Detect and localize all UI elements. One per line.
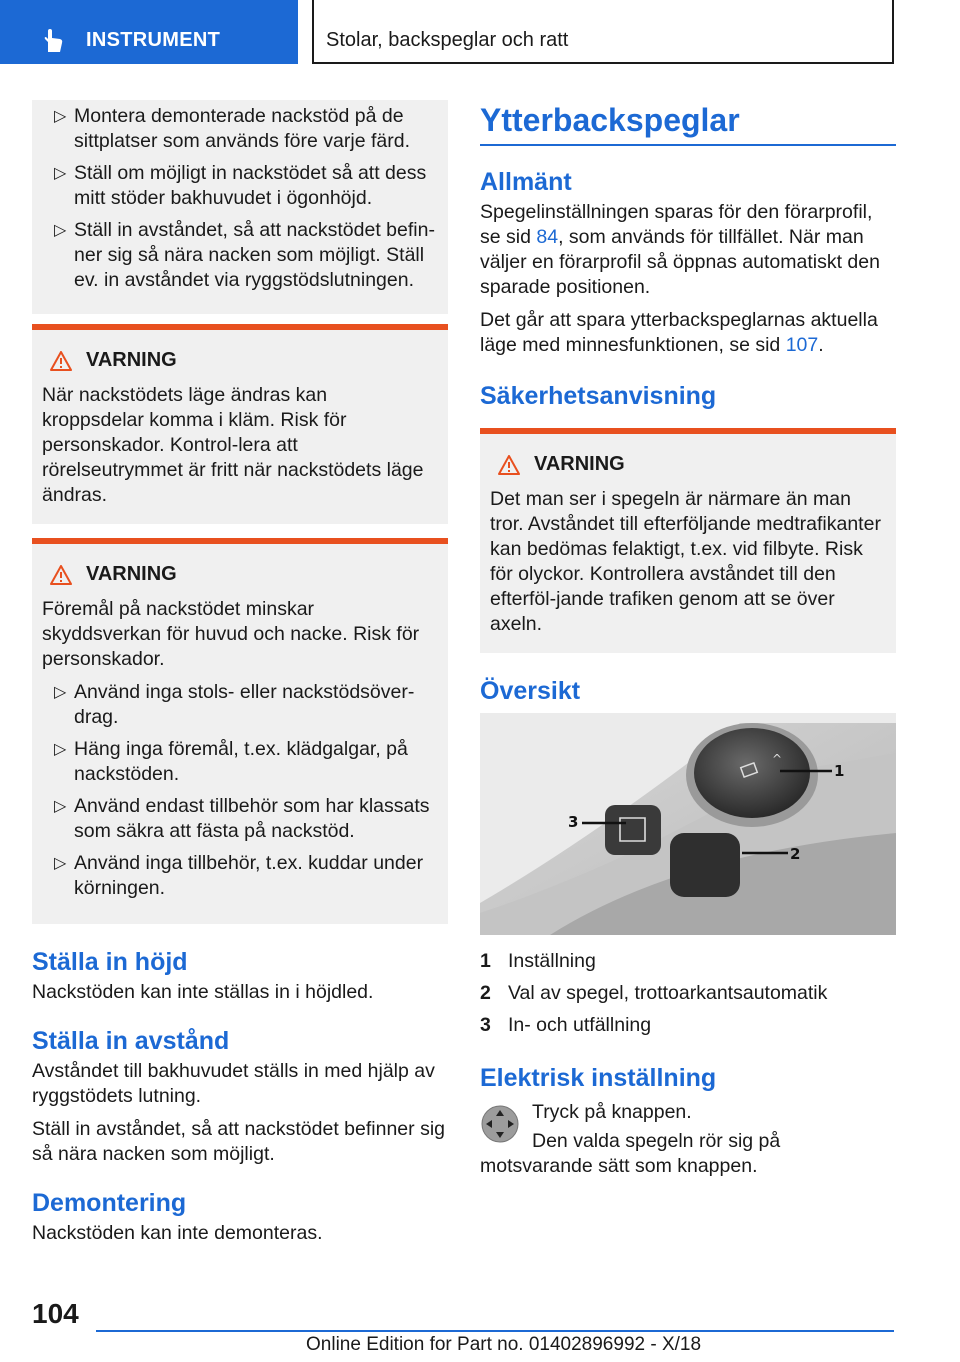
chapter-heading: Ytterbackspeglar xyxy=(480,102,740,138)
section-heading: Allmänt xyxy=(480,168,572,196)
body-text: Det går att spara ytterbackspeglarnas aktuella läge med minnesfunktionen, se sid 107. xyxy=(480,309,878,356)
body-text: Den valda spegeln rör sig på motsvarande sätt som knappen. xyxy=(480,1130,781,1177)
body-text: Avståndet till bakhuvudet ställs in med hjälp av ryggstödets lutning. xyxy=(32,1060,435,1107)
warning-triangle-icon xyxy=(498,455,520,475)
callout-2: 2 xyxy=(790,845,801,863)
instructions-box xyxy=(32,100,448,314)
warning-title: VARNING xyxy=(86,563,177,585)
right-column xyxy=(480,100,896,1187)
warning-title: VARNING xyxy=(86,349,177,371)
warning-triangle-icon xyxy=(50,351,72,371)
triangle-bullet-icon: ▷ xyxy=(54,798,67,815)
body-text: Ställ in avståndet, så att nackstödet befinner sig så nära nacken som möjligt. xyxy=(32,1118,445,1165)
section-heading: Elektrisk inställning xyxy=(480,1064,717,1092)
warning-text: Föremål på nackstödet minskar skyddsverkan för huvud och nacke. Risk för personskador. xyxy=(42,598,420,670)
electric-adjust-block xyxy=(480,1100,896,1125)
door-panel-illustration xyxy=(480,713,896,935)
section-heading: Ställa in höjd xyxy=(32,948,188,976)
callout-3: 3 xyxy=(568,813,579,831)
list-item: ▷ Montera demonterade nackstöd på de sittplatser som används före varje färd. xyxy=(54,105,410,152)
section-heading: Översikt xyxy=(480,677,581,705)
section-heading: Säkerhetsanvisning xyxy=(480,382,717,410)
legend-item: 1 Inställning xyxy=(480,950,596,972)
body-text: Spegelinställningen sparas för den förarprofil, se sid 84, som används för tillfället. När man väljer en förarprofil så öppnas automatiskt den sparade positionen. xyxy=(480,201,880,298)
hand-pointer-icon xyxy=(40,28,66,54)
legend-list xyxy=(480,949,896,1038)
chapter-tab[interactable] xyxy=(0,0,298,64)
list-item: ▷ Använd inga tillbehör, t.ex. kuddar under körningen. xyxy=(54,852,424,899)
section-heading: Demontering xyxy=(32,1189,187,1217)
list-item: ▷ Använd endast tillbehör som har klassats som säkra att fästa på nackstöd. xyxy=(54,795,430,842)
edition-text: Online Edition for Part no. 01402896992 - X/18 xyxy=(306,1334,702,1355)
list-item: ▷ Häng inga föremål, t.ex. klädgalgar, på nackstöden. xyxy=(54,738,408,785)
left-column xyxy=(32,100,448,1254)
triangle-bullet-icon: ▷ xyxy=(54,222,67,239)
mirror-controls-photo xyxy=(480,713,896,935)
triangle-bullet-icon: ▷ xyxy=(54,741,67,758)
warning-text: Det man ser i spegeln är närmare än man tror. Avståndet till efterföljande medtrafikanter kan bedömas felaktigt, t.ex. vid filbyte. Risk för olyckor. Kontrollera avståndet till den efterföl‐jande trafiken genom att se över axeln. xyxy=(490,488,881,635)
warning-box xyxy=(32,538,448,924)
page-number: 104 xyxy=(32,1298,79,1329)
warning-text: När nackstödets läge ändras kan kroppsdelar komma i kläm. Risk för personskador. Kontrol‐lera att rörelseutrymmet är fritt när nackstödets läge ändras. xyxy=(42,384,424,506)
body-text: Nackstöden kan inte ställas in i höjdled. xyxy=(32,981,374,1003)
triangle-bullet-icon: ▷ xyxy=(54,108,67,125)
body-text: Nackstöden kan inte demonteras. xyxy=(32,1222,323,1244)
callout-1: 1 xyxy=(834,762,845,780)
triangle-bullet-icon: ▷ xyxy=(54,855,67,872)
page-link[interactable]: 84 xyxy=(536,226,559,248)
body-text: Tryck på knappen. xyxy=(532,1101,692,1123)
mirror-adjust-button-icon xyxy=(480,1104,520,1144)
section-title: Stolar, backspeglar och ratt xyxy=(326,29,569,51)
triangle-bullet-icon: ▷ xyxy=(54,684,67,701)
heading-rule xyxy=(480,144,896,146)
footer-rule xyxy=(96,1330,894,1332)
section-heading: Ställa in avstånd xyxy=(32,1027,230,1055)
warning-box xyxy=(32,324,448,524)
list-item: ▷ Använd inga stols- eller nackstödsöver‐drag. xyxy=(54,681,415,728)
warning-title: VARNING xyxy=(534,453,625,475)
warning-triangle-icon xyxy=(50,565,72,585)
svg-text:^: ^ xyxy=(772,752,783,766)
triangle-bullet-icon: ▷ xyxy=(54,165,67,182)
list-item: ▷ Ställ om möjligt in nackstödet så att dess mitt stöder bakhuvudet i ögonhöjd. xyxy=(54,162,427,209)
page-link[interactable]: 107 xyxy=(785,334,819,356)
section-header xyxy=(312,0,894,64)
legend-item: 2 Val av spegel, trottoarkantsautomatik xyxy=(480,982,828,1004)
legend-item: 3 In- och utfällning xyxy=(480,1014,652,1036)
list-item: ▷ Ställ in avståndet, så att nackstödet befin‐ner sig så nära nacken som möjligt. Ställ ev. in avståndet via ryggstödslutningen. xyxy=(54,219,435,291)
warning-box xyxy=(480,428,896,653)
chapter-label: INSTRUMENT xyxy=(86,29,221,51)
